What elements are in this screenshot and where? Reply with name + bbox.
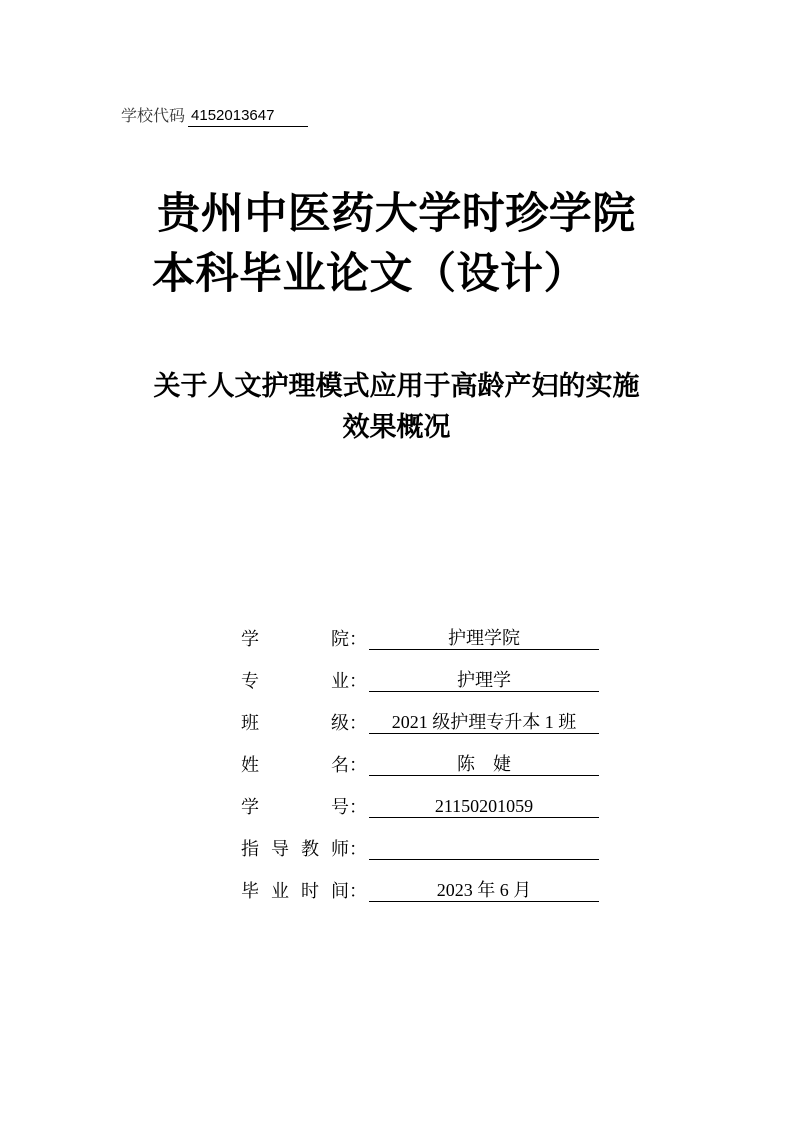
info-row-student-id xyxy=(241,795,621,837)
info-label: 学 院： xyxy=(241,629,367,649)
info-row-college xyxy=(241,627,621,669)
school-code-value: 4152013647 xyxy=(188,106,308,127)
school-code-row xyxy=(121,105,308,127)
info-label: 班 级： xyxy=(241,713,367,733)
school-code-label: 学校代码 xyxy=(121,106,186,125)
thesis-title-line2: 效果概况 xyxy=(342,412,451,443)
student-info-table xyxy=(241,627,621,921)
info-label: 姓 名： xyxy=(241,755,367,775)
info-value-major: 护理学 xyxy=(369,669,599,692)
info-row-class xyxy=(241,711,621,753)
info-value-advisor xyxy=(369,837,599,860)
info-label: 专 业： xyxy=(241,671,367,691)
info-row-advisor xyxy=(241,837,621,879)
info-value-student-id: 21150201059 xyxy=(369,795,599,818)
university-title: 贵州中医药大学时珍学院 xyxy=(157,189,636,239)
thesis-type-title: 本科毕业论文（设计） xyxy=(152,249,587,299)
info-row-graduation-date xyxy=(241,879,621,921)
info-row-name xyxy=(241,753,621,795)
info-value-class: 2021 级护理专升本 1 班 xyxy=(369,711,599,734)
info-row-major xyxy=(241,669,621,711)
info-value-graduation-date: 2023 年 6 月 xyxy=(369,879,599,902)
info-label: 毕 业 时 间： xyxy=(241,881,367,901)
info-label: 指 导 教 师： xyxy=(241,839,367,859)
info-value-name: 陈 婕 xyxy=(369,753,599,776)
info-value-college: 护理学院 xyxy=(369,627,599,650)
thesis-title-line1: 关于人文护理模式应用于高龄产妇的实施 xyxy=(153,371,640,402)
info-label: 学 号： xyxy=(241,797,367,817)
